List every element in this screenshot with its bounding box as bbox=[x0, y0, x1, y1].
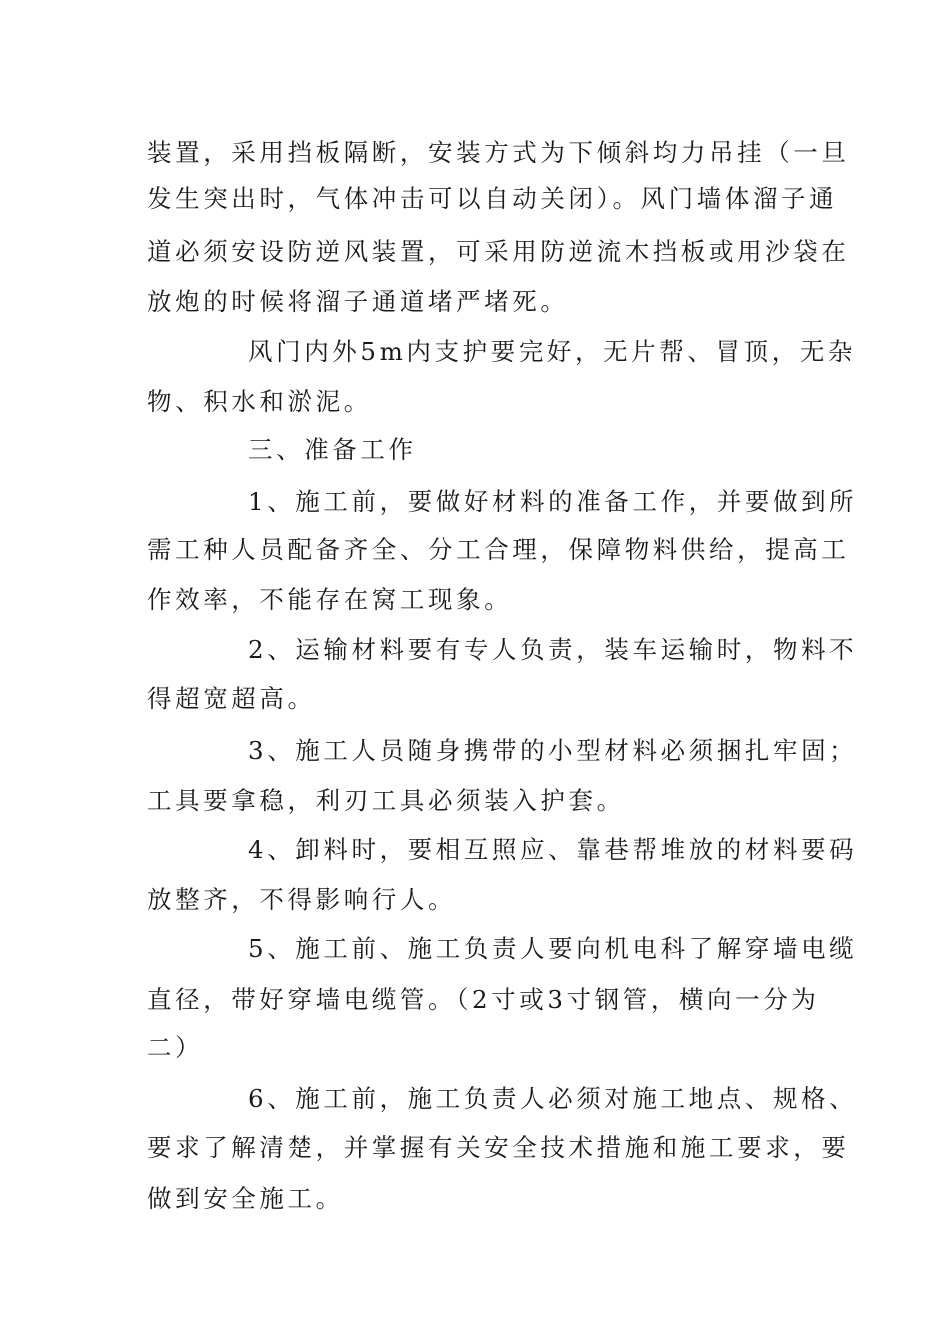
text-line: 5、施工前、施工负责人要向机电科了解穿墙电缆 bbox=[248, 934, 858, 963]
text-line: 放炮的时候将溜子通道堵严堵死。 bbox=[147, 287, 569, 316]
text-line: 装置，采用挡板隔断，安装方式为下倾斜均力吊挂（一旦 bbox=[147, 138, 850, 167]
text-line: 作效率，不能存在窝工现象。 bbox=[147, 585, 513, 614]
text-line: 放整齐，不得影响行人。 bbox=[147, 885, 457, 914]
text-line: 物、积水和淤泥。 bbox=[147, 387, 372, 416]
text-line: 得超宽超高。 bbox=[147, 684, 316, 713]
text-line: 工具要拿稳，利刃工具必须装入护套。 bbox=[147, 786, 625, 815]
text-line: 2、运输材料要有专人负责，装车运输时，物料不 bbox=[248, 635, 858, 664]
text-line: 要求了解清楚，并掌握有关安全技术措施和施工要求，要 bbox=[147, 1133, 850, 1162]
section-heading: 三、准备工作 bbox=[248, 435, 417, 464]
text-line: 3、施工人员随身携带的小型材料必须捆扎牢固； bbox=[248, 736, 858, 765]
text-line: 做到安全施工。 bbox=[147, 1184, 344, 1213]
text-line: 道必须安设防逆风装置，可采用防逆流木挡板或用沙袋在 bbox=[147, 237, 850, 266]
text-line: 6、施工前，施工负责人必须对施工地点、规格、 bbox=[248, 1084, 858, 1113]
text-line: 直径，带好穿墙电缆管。（2寸或3寸钢管，横向一分为 bbox=[147, 985, 820, 1014]
text-line: 发生突出时，气体冲击可以自动关闭）。风门墙体溜子通 bbox=[147, 184, 838, 213]
text-line: 1、施工前，要做好材料的准备工作，并要做到所 bbox=[248, 487, 858, 516]
text-line: 二） bbox=[147, 1033, 204, 1062]
text-line: 风门内外5m内支护要完好，无片帮、冒顶，无杂 bbox=[248, 337, 857, 366]
text-line: 需工种人员配备齐全、分工合理，保障物料供给，提高工 bbox=[147, 535, 850, 564]
text-line: 4、卸料时，要相互照应、靠巷帮堆放的材料要码 bbox=[248, 835, 858, 864]
